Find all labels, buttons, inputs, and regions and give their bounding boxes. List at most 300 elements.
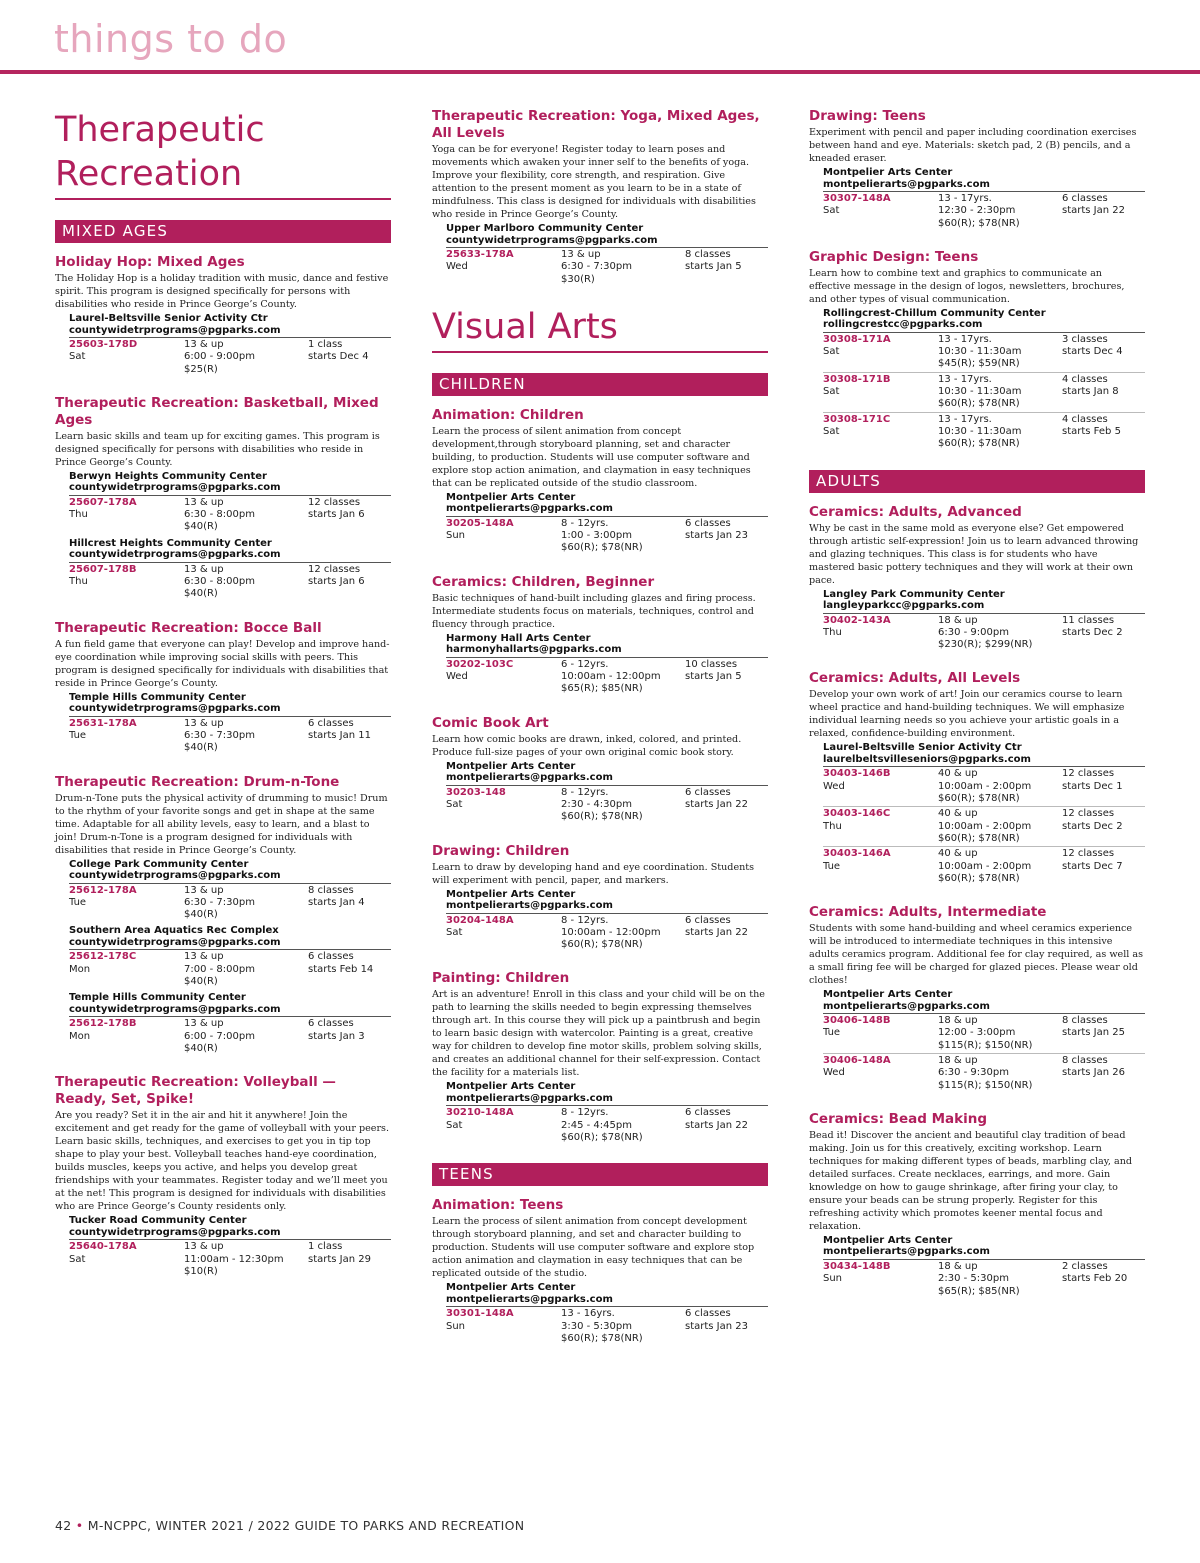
- course-listing: [55, 254, 391, 377]
- session-schedule-cell: [308, 564, 391, 601]
- session-row: [823, 1260, 1145, 1299]
- session-classes: 12 classes: [308, 563, 361, 575]
- session-age: 40 & up: [938, 848, 978, 860]
- course-title: Graphic Design: Teens: [809, 248, 979, 265]
- session-details-cell: [938, 848, 1062, 885]
- session-day: Sat: [823, 205, 840, 217]
- session-row: [823, 614, 1145, 653]
- course-description: Learn the process of silent animation from concept development,through storyboard planning, set and character building, to production. Students will use computer software and explore stop action animation, and claymation in easy techniques that can be replicated outside of the studio classroom.: [432, 425, 751, 489]
- course-code: 30205-148A: [446, 517, 514, 529]
- location-name: Montpelier Arts Center: [823, 167, 953, 178]
- session-start: starts Jan 23: [685, 1320, 748, 1332]
- session-code-cell: [823, 334, 938, 371]
- course-title: Therapeutic Recreation: Basketball, Mixed Ages: [55, 394, 379, 428]
- session-fee: $40(R): [184, 976, 218, 988]
- session-age: 13 - 17yrs.: [938, 333, 992, 345]
- session-age: 13 & up: [184, 496, 224, 508]
- location-name: Laurel-Beltsville Senior Activity Ctr: [69, 313, 268, 324]
- session-table: [446, 1306, 768, 1346]
- location-email[interactable]: montpelierarts@pgparks.com: [446, 900, 613, 912]
- session-day: Thu: [823, 626, 842, 638]
- location-email[interactable]: countywidetrprograms@pgparks.com: [69, 936, 281, 948]
- location-name: College Park Community Center: [69, 858, 249, 870]
- session-day: Tue: [823, 860, 841, 872]
- course-title: Ceramics: Adults, Intermediate: [809, 904, 1047, 921]
- page-number: 42: [55, 1518, 72, 1533]
- session-code-cell: [823, 414, 938, 451]
- session-table: [69, 562, 391, 602]
- session-fee: $40(R): [184, 1042, 218, 1054]
- course-code: 25612-178B: [69, 1018, 137, 1030]
- session-fee: $40(R): [184, 742, 218, 754]
- session-classes: 8 classes: [685, 249, 731, 260]
- course-listing: [809, 108, 1145, 231]
- session-age: 13 & up: [184, 951, 224, 963]
- session-classes: 10 classes: [685, 658, 738, 670]
- session-time: 12:00 - 3:00pm: [938, 1027, 1016, 1039]
- session-code-cell: [446, 915, 561, 952]
- course-listing: [432, 574, 768, 697]
- session-age: 13 & up: [184, 884, 224, 896]
- session-start: starts Dec 2: [1062, 626, 1123, 638]
- session-schedule-cell: [685, 915, 768, 952]
- session-table: [69, 1239, 391, 1279]
- session-schedule-cell: [1062, 374, 1145, 411]
- session-schedule-cell: [308, 951, 391, 988]
- location-email[interactable]: countywidetrprograms@pgparks.com: [69, 482, 281, 494]
- session-time: 10:00am - 12:00pm: [561, 926, 661, 938]
- session-row: [823, 807, 1145, 847]
- category-band: ADULTS: [809, 470, 1145, 493]
- session-row: [69, 884, 391, 923]
- session-age: 13 & up: [561, 249, 601, 260]
- session-day: Thu: [69, 509, 88, 521]
- session-start: starts Feb 20: [1062, 1273, 1128, 1285]
- session-age: 8 - 12yrs.: [561, 914, 609, 926]
- session-age: 13 - 17yrs.: [938, 373, 992, 385]
- session-code-cell: [446, 249, 561, 286]
- session-age: 13 - 16yrs.: [561, 1308, 615, 1320]
- session-start: starts Jan 22: [685, 926, 748, 938]
- session-fee: $10(R): [184, 1265, 218, 1277]
- session-age: 13 & up: [184, 717, 224, 729]
- session-day: Sun: [446, 1320, 466, 1332]
- session-details-cell: [561, 1107, 685, 1144]
- session-fee: $30(R): [561, 273, 595, 285]
- session-details-cell: [561, 787, 685, 824]
- session-start: starts Jan 11: [308, 729, 371, 741]
- session-classes: 6 classes: [1062, 193, 1108, 204]
- course-listing: [809, 504, 1145, 653]
- session-schedule-cell: [1062, 1015, 1145, 1052]
- session-age: 8 - 12yrs.: [561, 786, 609, 798]
- session-start: starts Jan 22: [685, 1119, 748, 1131]
- session-row: [823, 373, 1145, 413]
- course-title: Ceramics: Children, Beginner: [432, 573, 655, 590]
- session-time: 6:30 - 7:30pm: [184, 729, 255, 741]
- course-title: Ceramics: Bead Making: [809, 1110, 988, 1127]
- session-fee: $65(R); $85(NR): [938, 1285, 1020, 1297]
- session-code-cell: [446, 659, 561, 696]
- session-row: [69, 563, 391, 602]
- session-schedule-cell: [308, 1241, 391, 1278]
- course-code: 25633-178A: [446, 249, 514, 260]
- session-day: Sat: [446, 798, 463, 810]
- session-row: [823, 767, 1145, 807]
- session-code-cell: [69, 885, 184, 922]
- location-name: Langley Park Community Center: [823, 588, 1005, 600]
- course-title: Holiday Hop: Mixed Ages: [55, 254, 245, 270]
- course-description: Learn the process of silent animation from concept development through storyboard planning, and set and character building to production. Students will use computer software and explore stop action animation and claymation in easy techniques that can be replicated outside of the studio.: [432, 1216, 755, 1280]
- location-email[interactable]: rollingcrestcc@pgparks.com: [823, 319, 983, 331]
- session-age: 18 & up: [938, 1055, 978, 1067]
- course-code: 30204-148A: [446, 914, 514, 926]
- session-schedule-cell: [1062, 848, 1145, 885]
- session-row: [446, 658, 768, 697]
- session-classes: 8 classes: [308, 884, 354, 896]
- location-name: Laurel-Beltsville Senior Activity Ctr: [823, 742, 1022, 754]
- location-email[interactable]: countywidetrprograms@pgparks.com: [69, 324, 281, 336]
- session-schedule-cell: [685, 518, 768, 555]
- course-title: Drawing: Teens: [809, 108, 926, 124]
- session-age: 13 - 17yrs.: [938, 193, 992, 204]
- location-email[interactable]: countywidetrprograms@pgparks.com: [446, 234, 658, 246]
- session-day: Wed: [823, 1067, 845, 1079]
- session-start: starts Jan 3: [308, 1030, 365, 1042]
- session-classes: 1 class: [308, 1241, 343, 1253]
- session-schedule-cell: [685, 787, 768, 824]
- session-row: [446, 1106, 768, 1145]
- course-title: Comic Book Art: [432, 714, 549, 731]
- session-day: Mon: [69, 1030, 91, 1042]
- session-details-cell: [184, 951, 308, 988]
- session-schedule-cell: [1062, 768, 1145, 805]
- session-row: [69, 496, 391, 535]
- session-classes: 12 classes: [1062, 848, 1115, 860]
- location-email[interactable]: montpelierarts@pgparks.com: [823, 1246, 990, 1258]
- location-name: Rollingcrest-Chillum Community Center: [823, 307, 1046, 319]
- session-details-cell: [561, 659, 685, 696]
- session-start: starts Jan 23: [685, 530, 748, 542]
- course-code: 25612-178A: [69, 884, 137, 896]
- session-table: [446, 913, 768, 953]
- session-time: 2:30 - 4:30pm: [561, 798, 632, 810]
- session-schedule-cell: [1062, 1261, 1145, 1298]
- course-listing: [55, 774, 391, 1057]
- session-start: starts Jan 22: [1062, 205, 1125, 217]
- session-fee: $60(R); $78(NR): [938, 398, 1020, 410]
- location-name: Montpelier Arts Center: [446, 760, 576, 772]
- course-listing: [55, 395, 391, 602]
- session-age: 8 - 12yrs.: [561, 1107, 609, 1119]
- session-fee: $40(R): [184, 588, 218, 600]
- location-email[interactable]: montpelierarts@pgparks.com: [446, 1293, 613, 1305]
- session-code-cell: [69, 1018, 184, 1055]
- location-name: Upper Marlboro Community Center: [446, 223, 644, 234]
- location-email[interactable]: harmonyhallarts@pgparks.com: [446, 644, 622, 656]
- session-schedule-cell: [1062, 414, 1145, 451]
- session-time: 10:00am - 2:00pm: [938, 820, 1032, 832]
- section-title: Visual Arts: [432, 305, 768, 353]
- session-details-cell: [184, 564, 308, 601]
- course-title: Ceramics: Adults, All Levels: [809, 670, 1021, 687]
- location-email[interactable]: montpelierarts@pgparks.com: [823, 1000, 990, 1012]
- location-email[interactable]: montpelierarts@pgparks.com: [446, 772, 613, 784]
- course-description: Basic techniques of hand-built including glazes and firing process. Intermediate students focus on materials, techniques, control and fluency through practice.: [432, 592, 756, 630]
- session-age: 13 & up: [184, 563, 224, 575]
- session-code-cell: [446, 518, 561, 555]
- course-title: Ceramics: Adults, Advanced: [809, 503, 1022, 520]
- session-day: Tue: [69, 896, 87, 908]
- session-row: [69, 1240, 391, 1279]
- course-description: Learn to draw by developing hand and eye coordination. Students will experiment with pencil, paper, and markers.: [432, 861, 755, 886]
- session-fee: $60(R); $78(NR): [938, 793, 1020, 805]
- location-email[interactable]: montpelierarts@pgparks.com: [446, 503, 613, 515]
- session-code-cell: [823, 193, 938, 230]
- session-table: [823, 1013, 1145, 1093]
- session-classes: 6 classes: [685, 786, 731, 798]
- session-table: [69, 1016, 391, 1056]
- session-start: starts Jan 22: [685, 798, 748, 810]
- course-code: 30210-148A: [446, 1107, 514, 1119]
- course-title: Therapeutic Recreation: Bocce Ball: [55, 619, 322, 636]
- session-details-cell: [184, 1018, 308, 1055]
- category-band: TEENS: [432, 1163, 768, 1186]
- session-details-cell: [938, 414, 1062, 451]
- course-listing: [432, 715, 768, 825]
- column-1: [55, 108, 391, 1297]
- session-code-cell: [446, 1308, 561, 1345]
- session-day: Sat: [823, 386, 840, 398]
- session-time: 6:30 - 7:30pm: [561, 261, 632, 273]
- course-code: 30403-146B: [823, 768, 891, 780]
- course-listing: [432, 407, 768, 556]
- location-name: Tucker Road Community Center: [69, 1215, 247, 1227]
- session-fee: $40(R): [184, 909, 218, 921]
- course-code: 25640-178A: [69, 1241, 137, 1253]
- session-time: 12:30 - 2:30pm: [938, 205, 1016, 217]
- session-code-cell: [823, 768, 938, 805]
- page-header-title: things to do: [54, 17, 288, 61]
- session-start: starts Dec 4: [308, 351, 369, 363]
- course-code: 30434-148B: [823, 1260, 891, 1272]
- session-schedule-cell: [308, 339, 391, 376]
- course-description: Drum-n-Tone puts the physical activity of drumming to music! Drum to the rhythm of your favorite songs and get in shape at the same time. Adaptable for all ability levels, easy to learn, and a blast to join! Drum-n-Tone is a program designed for individuals with disabilities that reside in Prince George’s County.: [55, 792, 388, 856]
- session-classes: 6 classes: [685, 1308, 731, 1320]
- session-classes: 6 classes: [308, 951, 354, 963]
- session-table: [446, 247, 768, 287]
- location-email[interactable]: montpelierarts@pgparks.com: [823, 178, 990, 190]
- course-title: Therapeutic Recreation: Drum-n-Tone: [55, 773, 340, 790]
- session-row: [446, 517, 768, 556]
- session-day: Wed: [446, 261, 468, 273]
- course-description: Experiment with pencil and paper including coordination exercises between hand and eye. Materials: sketch pad, 2 (B) pencils, and a kneaded eraser.: [809, 127, 1137, 164]
- session-classes: 6 classes: [308, 717, 354, 729]
- session-day: Sat: [69, 1253, 86, 1265]
- session-day: Sat: [823, 425, 840, 437]
- course-code: 30406-148A: [823, 1055, 891, 1067]
- session-day: Sat: [823, 346, 840, 358]
- session-time: 3:30 - 5:30pm: [561, 1320, 632, 1332]
- session-classes: 3 classes: [1062, 333, 1108, 345]
- session-start: starts Dec 4: [1062, 346, 1123, 358]
- location-email[interactable]: countywidetrprograms@pgparks.com: [69, 1226, 281, 1238]
- session-age: 40 & up: [938, 768, 978, 780]
- session-code-cell: [823, 1261, 938, 1298]
- session-fee: $230(R); $299(NR): [938, 639, 1033, 651]
- course-code: 30406-148B: [823, 1015, 891, 1027]
- location-email[interactable]: countywidetrprograms@pgparks.com: [69, 1003, 281, 1015]
- session-row: [823, 847, 1145, 886]
- session-day: Tue: [823, 1027, 841, 1039]
- course-description: Art is an adventure! Enroll in this class and your child will be on the path to learning the skills needed to begin expressing themselves through art. In this course they will pick up a paintbrush and begin to learn basic design with watercolor. Painting is a great, creative way for children to develop fine motor skills, problem solving skills, and creates an additional channel for their self-expression. Contact the facility for a materials list.: [432, 989, 765, 1079]
- location-name: Montpelier Arts Center: [446, 1282, 576, 1294]
- column-2: [432, 108, 768, 1364]
- course-title: Therapeutic Recreation: Volleyball — Ready, Set, Spike!: [55, 1074, 336, 1108]
- session-time: 6:30 - 9:30pm: [938, 1067, 1009, 1079]
- session-code-cell: [69, 718, 184, 755]
- course-code: 30301-148A: [446, 1308, 514, 1320]
- session-day: Tue: [69, 729, 87, 741]
- session-start: starts Jan 6: [308, 576, 365, 588]
- session-schedule-cell: [308, 885, 391, 922]
- session-schedule-cell: [685, 1308, 768, 1345]
- session-day: Sun: [823, 1273, 843, 1285]
- session-table: [69, 716, 391, 756]
- session-row: [823, 1054, 1145, 1093]
- session-table: [446, 785, 768, 825]
- session-table: [69, 337, 391, 377]
- location-email[interactable]: montpelierarts@pgparks.com: [446, 1092, 613, 1104]
- course-code: 30203-148: [446, 786, 506, 798]
- session-schedule-cell: [685, 1107, 768, 1144]
- session-table: [823, 766, 1145, 886]
- course-code: 30308-171C: [823, 413, 891, 425]
- session-row: [823, 333, 1145, 373]
- session-fee: $60(R); $78(NR): [561, 939, 643, 951]
- session-row: [69, 950, 391, 989]
- session-table: [823, 191, 1145, 231]
- session-time: 11:00am - 12:30pm: [184, 1253, 284, 1265]
- session-schedule-cell: [1062, 193, 1145, 230]
- session-day: Thu: [69, 576, 88, 588]
- course-listing: [432, 108, 768, 287]
- location-email[interactable]: countywidetrprograms@pgparks.com: [69, 549, 281, 561]
- session-schedule-cell: [1062, 808, 1145, 845]
- session-code-cell: [69, 1241, 184, 1278]
- session-code-cell: [69, 951, 184, 988]
- course-code: 30403-146A: [823, 848, 891, 860]
- session-start: starts Jan 29: [308, 1253, 371, 1265]
- session-table: [823, 332, 1145, 452]
- session-time: 6:30 - 8:00pm: [184, 576, 255, 588]
- course-listing: [809, 904, 1145, 1093]
- session-code-cell: [823, 615, 938, 652]
- session-start: starts Feb 14: [308, 963, 374, 975]
- session-age: 13 & up: [184, 1241, 224, 1253]
- session-schedule-cell: [1062, 1055, 1145, 1092]
- course-title: Animation: Children: [432, 406, 584, 423]
- session-row: [446, 914, 768, 953]
- session-day: Sun: [446, 530, 466, 542]
- session-start: starts Jan 8: [1062, 386, 1119, 398]
- session-details-cell: [184, 339, 308, 376]
- session-day: Wed: [446, 671, 468, 683]
- session-age: 18 & up: [938, 1015, 978, 1027]
- session-details-cell: [938, 1055, 1062, 1092]
- session-row: [823, 192, 1145, 231]
- session-fee: $115(R); $150(NR): [938, 1039, 1033, 1051]
- session-time: 10:30 - 11:30am: [938, 425, 1022, 437]
- footer-text: M-NCPPC, WINTER 2021 / 2022 GUIDE TO PARKS AND RECREATION: [87, 1518, 525, 1533]
- location-email[interactable]: countywidetrprograms@pgparks.com: [69, 703, 281, 715]
- course-listing: [432, 843, 768, 953]
- session-classes: 1 class: [308, 339, 343, 350]
- session-details-cell: [561, 915, 685, 952]
- course-description: Bead it! Discover the ancient and beautiful clay tradition of bead making. Join us for this creatively, exciting workshop. Learn techniques for making different types of beads, marbling clay, and detailed surfaces. Create necklaces, earrings, and more. Gain knowledge on how to gauge shrinkage, after firing your clay, to ensure your beads can be strung properly. Register for this refreshing activity which promotes keener mental focus and relaxation.: [809, 1129, 1133, 1232]
- session-code-cell: [69, 497, 184, 534]
- course-title: Animation: Teens: [432, 1197, 564, 1214]
- course-code: 30402-143A: [823, 614, 891, 626]
- session-row: [446, 1307, 768, 1346]
- session-classes: 8 classes: [1062, 1015, 1108, 1027]
- session-details-cell: [184, 885, 308, 922]
- session-schedule-cell: [308, 718, 391, 755]
- session-start: starts Jan 25: [1062, 1027, 1125, 1039]
- course-listing: [55, 620, 391, 756]
- course-code: 25607-178B: [69, 563, 137, 575]
- location-email[interactable]: countywidetrprograms@pgparks.com: [69, 870, 281, 882]
- course-description: Why be cast in the same mold as everyone else? Get empowered through artistic self-expression! Join us to learn advanced throwing and glazing techniques. This class is for students who have mastered basic pottery techniques and they will work at their own pace.: [809, 522, 1139, 586]
- session-row: [69, 1017, 391, 1056]
- course-listing: [432, 970, 768, 1145]
- course-description: Are you ready? Set it in the air and hit it anywhere! Join the excitement and get ready for the game of volleyball with your peers. Learn basic skills, techniques, and exercises to get you in tip top shape to play your best. Volleyball teaches hand-eye coordination, builds muscles, keeps you active, and helps you develop great friendships with your teammates. Register today and we’ll meet you at the net! This program is designed for individuals with disabilities who are Prince George’s County residents only.: [55, 1110, 390, 1213]
- session-day: Thu: [823, 820, 842, 832]
- session-fee: $45(R); $59(NR): [938, 358, 1020, 370]
- session-table: [823, 613, 1145, 653]
- session-code-cell: [823, 1055, 938, 1092]
- session-classes: 2 classes: [1062, 1260, 1108, 1272]
- session-day: Sat: [69, 351, 86, 363]
- location-email[interactable]: laurelbeltsvilleseniors@pgparks.com: [823, 753, 1031, 765]
- session-start: starts Dec 2: [1062, 820, 1123, 832]
- session-table: [446, 1105, 768, 1145]
- course-description: Learn how to combine text and graphics to communicate an effective message in the design of logos, newsletters, brochures, and other types of visual communication.: [809, 267, 1125, 305]
- session-code-cell: [446, 1107, 561, 1144]
- location-email[interactable]: langleyparkcc@pgparks.com: [823, 600, 985, 612]
- session-start: starts Jan 5: [685, 261, 742, 273]
- course-code: 30308-171B: [823, 373, 891, 385]
- location-name: Harmony Hall Arts Center: [446, 632, 591, 644]
- location-name: Montpelier Arts Center: [446, 491, 576, 503]
- session-details-cell: [938, 808, 1062, 845]
- location-name: Hillcrest Heights Community Center: [69, 537, 272, 549]
- session-day: Wed: [823, 780, 845, 792]
- course-description: A fun field game that everyone can play! Develop and improve hand-eye coordination while improving social skills with peers. This program is designed specifically for individuals with disabilities that reside in Prince George’s County.: [55, 638, 390, 689]
- session-details-cell: [561, 518, 685, 555]
- session-row: [69, 717, 391, 756]
- session-classes: 4 classes: [1062, 373, 1108, 385]
- session-classes: 4 classes: [1062, 413, 1108, 425]
- session-details-cell: [184, 497, 308, 534]
- session-details-cell: [938, 374, 1062, 411]
- session-details-cell: [184, 718, 308, 755]
- session-day: Sat: [446, 1119, 463, 1131]
- session-time: 10:30 - 11:30am: [938, 386, 1022, 398]
- session-details-cell: [938, 1015, 1062, 1052]
- session-schedule-cell: [308, 497, 391, 534]
- session-row: [69, 338, 391, 377]
